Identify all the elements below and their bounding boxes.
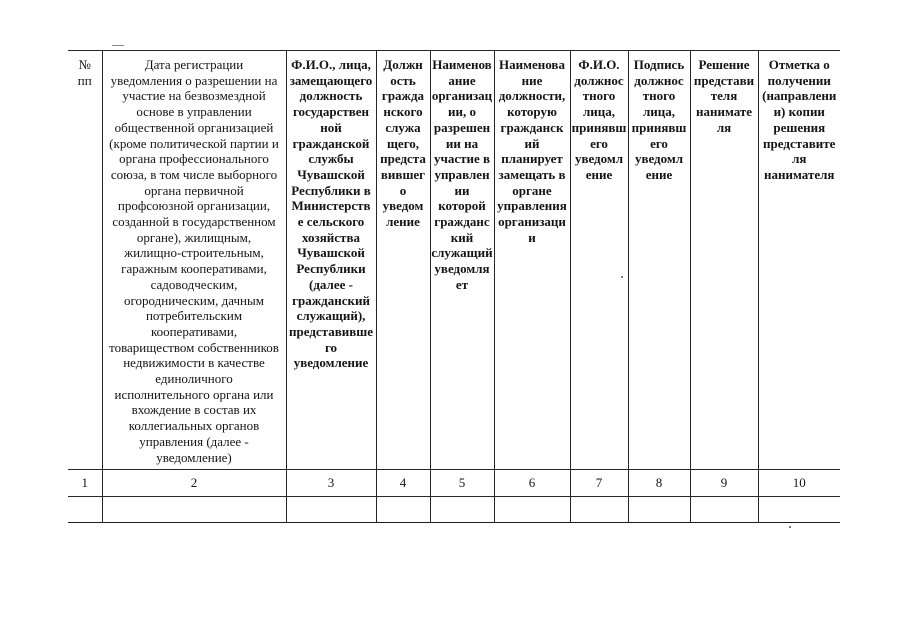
scan-speck	[789, 526, 791, 528]
column-number-cell: 6	[494, 470, 570, 497]
column-number-cell: 2	[102, 470, 286, 497]
column-number-cell: 4	[376, 470, 430, 497]
column-number-cell: 1	[68, 470, 102, 497]
column-number-row	[68, 470, 840, 497]
table-cell-empty	[690, 497, 758, 523]
column-header-employer-decision: Решение представи теля нанимате ля	[690, 51, 758, 470]
table-cell-empty	[102, 497, 286, 523]
column-header-receiver-name: Ф.И.О. должнос тного лица, принявш его уведомл ение	[570, 51, 628, 470]
column-header-employee-name: Ф.И.О., лица, замещающего должность государствен ной гражданской службы Чувашской Республики в Министерств е сельского хозяйства Чувашской Республики (далее - гражданский служащий), представивше го уведомление	[286, 51, 376, 470]
table-cell-empty	[376, 497, 430, 523]
table-cell-empty	[430, 497, 494, 523]
table-cell-empty	[570, 497, 628, 523]
column-header-number: № пп	[68, 51, 102, 470]
column-header-decision-copy-mark: Отметка о получении (направлени и) копии решения представите ля нанимателя	[758, 51, 840, 470]
table-cell-empty	[68, 497, 102, 523]
notification-register-table	[68, 50, 840, 523]
table-cell-empty	[628, 497, 690, 523]
column-number-cell: 8	[628, 470, 690, 497]
column-number-cell: 9	[690, 470, 758, 497]
empty-entry-row	[68, 497, 840, 523]
column-number-cell: 10	[758, 470, 840, 497]
column-number-cell: 5	[430, 470, 494, 497]
table-header-row	[68, 51, 840, 470]
column-header-position: Должн ость гражда нского служа щего, предста вившег о уведом ление	[376, 51, 430, 470]
column-header-registration-date: Дата регистрации уведомления о разрешении на участие на безвозмездной основе в управлении общественной организацией (кроме политической партии и органа профессионального союза, в том числе выборного органа первичной профсоюзной организации, созданной в государственном органе), жилищным, жилищно-строительным, гаражным кооперативами, садоводческим, огородническим, дачным потребительским кооперативами, товариществом собственников недвижимости в качестве единоличного исполнительного органа или вхождение в состав их коллегиальных органов управления (далее - уведомление)	[102, 51, 286, 470]
column-header-receiver-signature: Подпись должнос тного лица, принявш его уведомл ение	[628, 51, 690, 470]
table-cell-empty	[758, 497, 840, 523]
table-cell-empty	[286, 497, 376, 523]
table-cell-empty	[494, 497, 570, 523]
column-header-organization-name: Наименов ание организац ии, о разрешен ии на участие в управлен ии которой гражданс кий служащий уведомля ет	[430, 51, 494, 470]
scan-mark	[112, 45, 124, 46]
column-number-cell: 3	[286, 470, 376, 497]
column-number-cell: 7	[570, 470, 628, 497]
scan-speck	[621, 276, 623, 278]
column-header-planned-position: Наименова ние должности, которую гражданск ий планирует замещать в органе управления организаци и	[494, 51, 570, 470]
